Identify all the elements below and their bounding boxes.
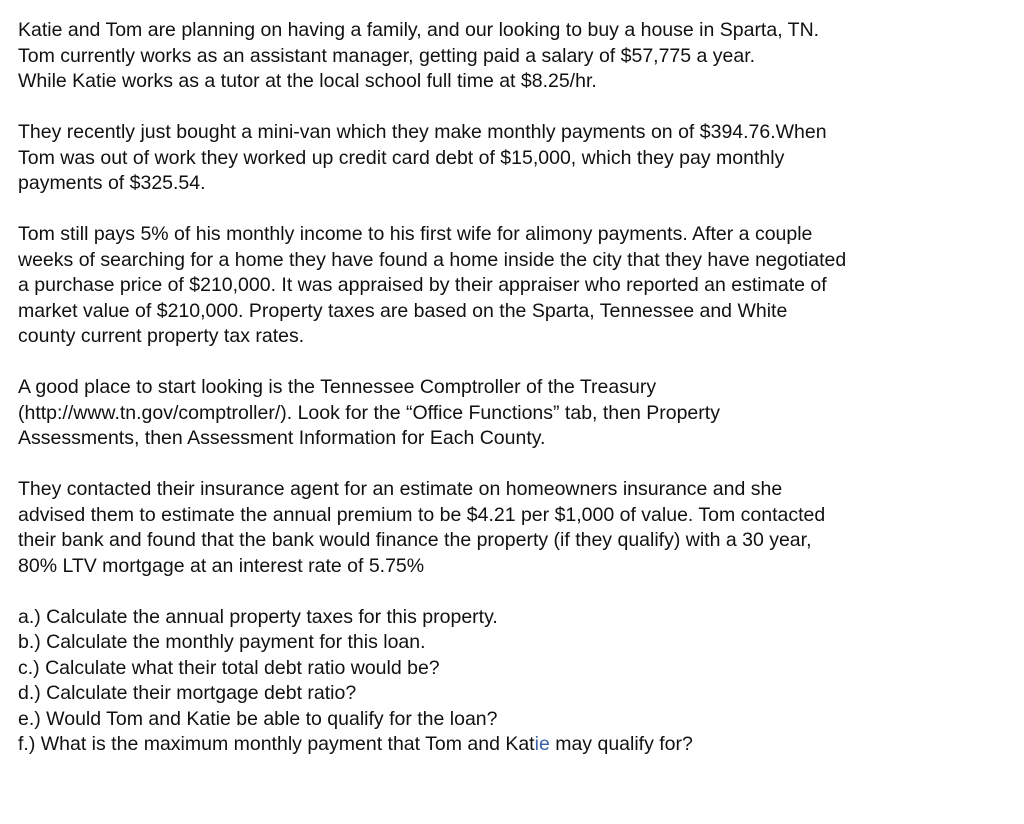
question-e: e.) Would Tom and Katie be able to qualify for the loan? <box>18 707 498 730</box>
paragraph-debts: They recently just bought a mini-van which they make monthly payments on of $394.76.When Tom was out of work they worked up credit card debt of $15,000, which they pay monthly payments of $325.54. <box>18 121 827 194</box>
question-c: c.) Calculate what their total debt ratio would be? <box>18 656 440 679</box>
paragraph-alimony-home: Tom still pays 5% of his monthly income to his first wife for alimony payments. After a couple weeks of searching for a home they have found a home inside the city that they have negotiated a purchase price of $210,000. It was appraised by their appraiser who reported an estimate of market value of $210,000. Property taxes are based on the Sparta, Tennessee and White county current property tax rates. <box>18 223 847 347</box>
question-a: a.) Calculate the annual property taxes for this property. <box>18 605 498 628</box>
paragraph-insurance-mortgage: They contacted their insurance agent for an estimate on homeowners insurance and she advised them to estimate the annual premium to be $4.21 per $1,000 of value. Tom contacted their bank and found that the bank would finance the property (if they qualify) with a 30 year, 80% LTV mortgage at an interest rate of 5.75% <box>18 478 826 577</box>
question-b: b.) Calculate the monthly payment for this loan. <box>18 631 426 653</box>
question-list <box>18 605 1008 758</box>
question-f-text-end: may qualify for? <box>549 733 693 755</box>
question-d: d.) Calculate their mortgage debt ratio? <box>18 682 357 704</box>
question-f-highlighted-text: ie <box>534 733 550 755</box>
question-f <box>18 732 1008 758</box>
paragraph-comptroller: A good place to start looking is the Tennessee Comptroller of the Treasury (http://www.tn.gov/comptroller/). Look for the “Office Functions” tab, then Property Assessments, then Assessment Information for Each County. <box>18 376 720 449</box>
document-page <box>18 18 1008 758</box>
paragraph-family-income: Katie and Tom are planning on having a family, and our looking to buy a house in Sparta, TN. Tom currently works as an assistant manager, getting paid a salary of $57,775 a year. While Katie works as a tutor at the local school full time at $8.25/hr. <box>18 19 820 92</box>
question-f-text-start: f.) What is the maximum monthly payment that Tom and Kat <box>18 733 535 755</box>
